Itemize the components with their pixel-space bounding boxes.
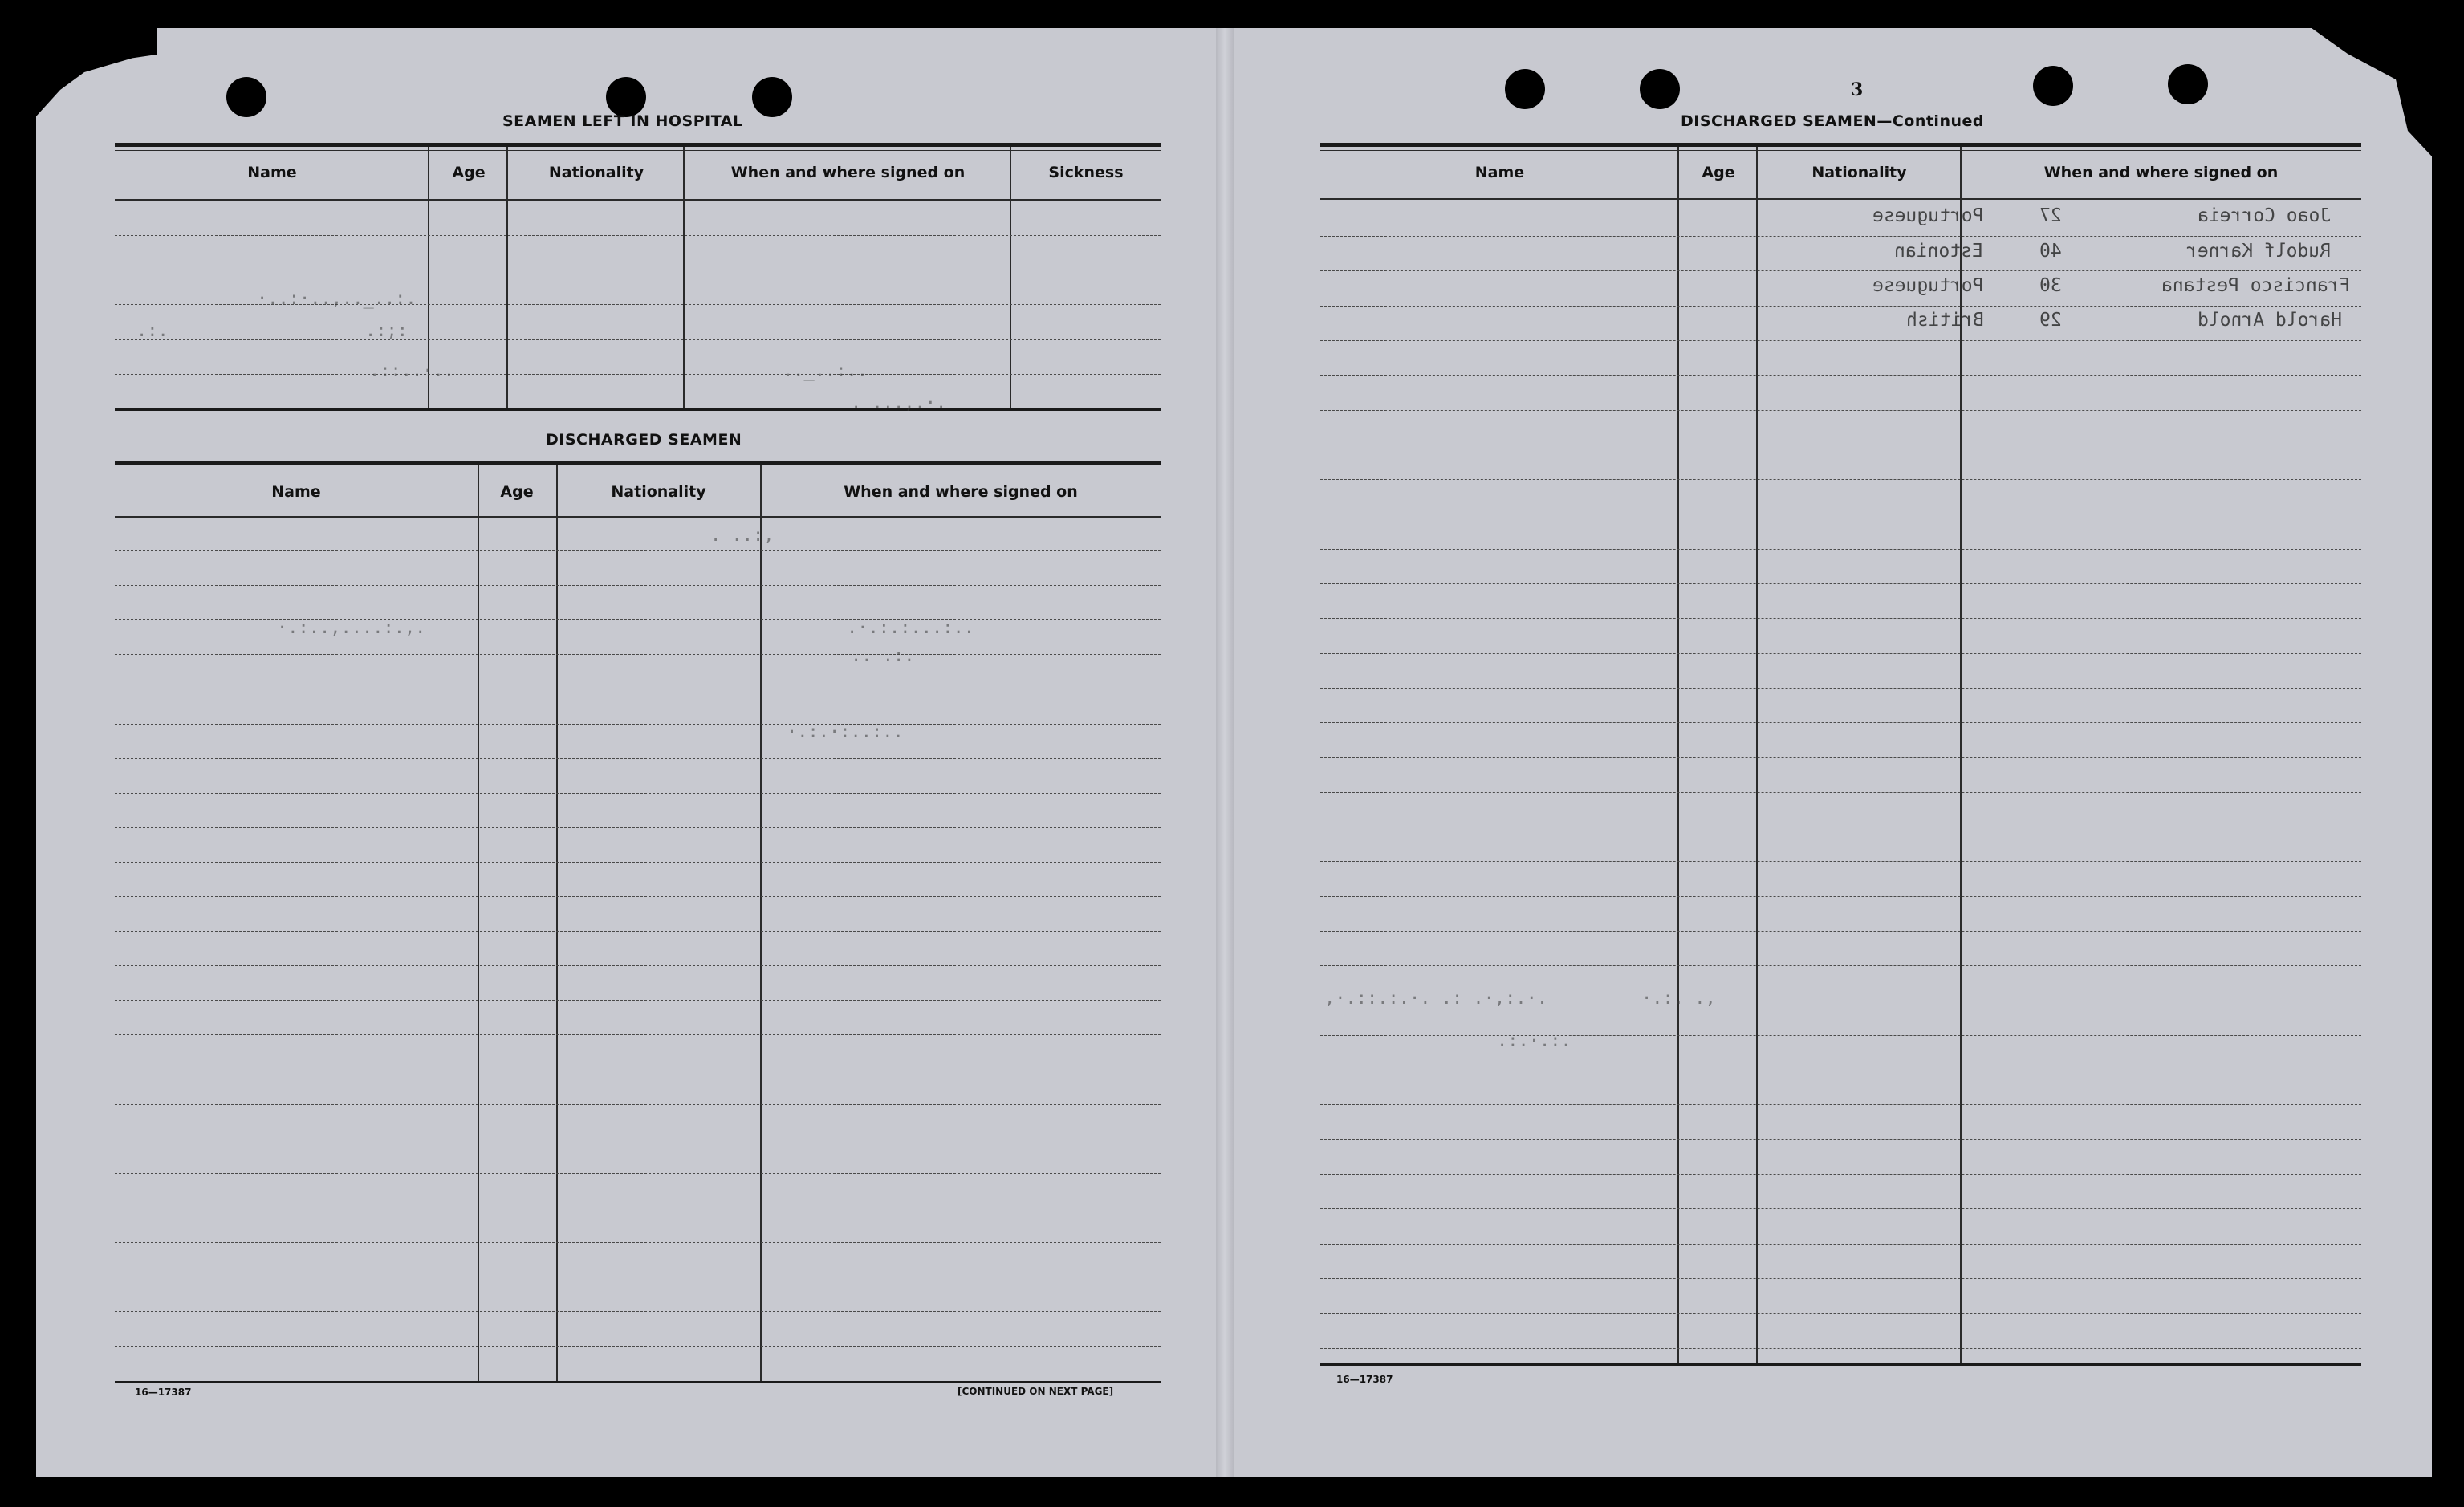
bleedthrough-mark: ·.:..,....:.,. — [277, 618, 426, 638]
row-line — [115, 585, 1161, 586]
row-line — [1320, 1313, 2361, 1314]
section-title-suffix: —Continued — [1876, 112, 1984, 130]
row-line — [1320, 1174, 2361, 1175]
column-header-age: Age — [500, 483, 534, 501]
row-line — [1320, 1348, 2361, 1349]
row-line — [115, 965, 1161, 966]
bleedthrough-mark: .:.·.:. — [1497, 1031, 1572, 1051]
bleedthrough-nationality: Portuguese — [1872, 275, 1984, 296]
bleedthrough-mark: ·..:·..,.._..:. — [257, 289, 417, 309]
row-line — [1320, 931, 2361, 932]
row-line — [115, 654, 1161, 655]
row-line — [1320, 1278, 2361, 1279]
bleedthrough-mark: ·.:.·:..:.. — [787, 722, 904, 742]
discharged-continued-title — [1681, 112, 1984, 130]
column-divider — [760, 465, 762, 1383]
punch-hole — [1505, 69, 1545, 109]
row-line — [115, 1242, 1161, 1243]
bleedthrough-mark: .:;: — [365, 321, 408, 341]
bleedthrough-mark: . ..:, — [710, 526, 775, 546]
punch-hole — [606, 77, 646, 117]
row-line — [1320, 1139, 2361, 1140]
column-divider — [556, 465, 558, 1383]
row-line — [1320, 688, 2361, 689]
bleedthrough-name: Francisco Pestana — [2161, 275, 2351, 296]
form-number: 16—17387 — [1336, 1374, 1393, 1385]
row-line — [115, 550, 1161, 551]
row-line — [1320, 1208, 2361, 1209]
page-gutter — [1216, 28, 1234, 1477]
bleedthrough-mark: ·.:. ., — [1641, 989, 1716, 1009]
bleedthrough-mark: .._..:.. — [783, 361, 868, 381]
row-line — [1320, 1104, 2361, 1105]
column-header-age: Age — [452, 164, 486, 181]
header-rule — [1320, 198, 2361, 200]
bleedthrough-name: Harold Arnold — [2198, 310, 2343, 331]
bleedthrough-nationality: British — [1906, 310, 1984, 331]
row-line — [1320, 1244, 2361, 1245]
row-line — [1320, 653, 2361, 654]
row-line — [1320, 618, 2361, 619]
column-header-signed-on: When and where signed on — [730, 164, 966, 181]
row-line — [115, 235, 1161, 236]
column-divider — [1010, 147, 1011, 408]
bleedthrough-mark: .·.:.:...:.. — [847, 618, 974, 638]
row-line — [115, 374, 1161, 375]
column-divider — [1756, 147, 1758, 1365]
form-number: 16—17387 — [135, 1387, 192, 1398]
row-line — [115, 339, 1161, 340]
bleedthrough-mark: ,·.::.:.·. .: .·,:.·. — [1324, 989, 1548, 1009]
row-line — [1320, 583, 2361, 584]
bleedthrough-mark: .. .:. — [851, 646, 915, 666]
column-header-name: Name — [247, 164, 297, 181]
row-line — [115, 1346, 1161, 1347]
table-bottom-rule — [115, 408, 1161, 411]
punch-hole — [226, 77, 266, 117]
column-divider — [683, 147, 685, 408]
row-line — [115, 827, 1161, 828]
row-line — [1320, 270, 2361, 271]
column-divider — [506, 147, 508, 408]
column-header-signed-on: When and where signed on — [2043, 164, 2279, 181]
bleedthrough-age: 27 — [2039, 205, 2062, 226]
row-line — [115, 896, 1161, 897]
punch-hole — [1640, 69, 1680, 109]
row-line — [115, 931, 1161, 932]
row-line — [1320, 757, 2361, 758]
header-rule — [115, 516, 1161, 518]
row-line — [115, 1034, 1161, 1035]
bleedthrough-mark: . ...,.·. — [851, 393, 947, 413]
column-divider — [478, 465, 479, 1383]
row-line — [115, 862, 1161, 863]
row-line — [1320, 1035, 2361, 1036]
row-line — [1320, 340, 2361, 341]
row-line — [115, 793, 1161, 794]
punch-hole — [2168, 64, 2208, 104]
row-line — [115, 1311, 1161, 1312]
section-title-main: DISCHARGED SEAMEN — [1681, 112, 1877, 130]
column-header-age: Age — [1702, 164, 1735, 181]
continued-note: [CONTINUED ON NEXT PAGE] — [958, 1386, 1114, 1397]
column-header-signed-on: When and where signed on — [844, 483, 1078, 501]
column-divider — [1677, 147, 1679, 1365]
row-line — [115, 1173, 1161, 1174]
bleedthrough-mark: .:. — [136, 321, 169, 341]
column-header-name: Name — [271, 483, 321, 501]
row-line — [115, 1000, 1161, 1001]
row-line — [1320, 236, 2361, 237]
row-line — [115, 724, 1161, 725]
hospital-section-title: SEAMEN LEFT IN HOSPITAL — [502, 112, 743, 130]
table-top-rule — [1320, 150, 2361, 151]
discharged-table — [115, 461, 1161, 1384]
row-line — [1320, 410, 2361, 411]
discharged-section-title: DISCHARGED SEAMEN — [546, 431, 742, 449]
bleedthrough-name: Rudolf Karner — [2186, 241, 2332, 262]
row-line — [1320, 306, 2361, 307]
column-header-sickness: Sickness — [1048, 164, 1124, 181]
row-line — [1320, 375, 2361, 376]
punch-hole — [2033, 66, 2073, 106]
page-number: 3 — [1851, 79, 1864, 100]
table-top-rule — [115, 150, 1161, 151]
column-header-name: Name — [1474, 164, 1525, 181]
row-line — [1320, 896, 2361, 897]
table-bottom-rule — [115, 1381, 1161, 1383]
row-line — [115, 1104, 1161, 1105]
bleedthrough-mark: .::..·.. — [369, 361, 454, 381]
bleedthrough-age: 29 — [2039, 310, 2062, 331]
bleedthrough-age: 40 — [2039, 241, 2062, 262]
row-line — [1320, 792, 2361, 793]
hospital-table — [115, 143, 1161, 412]
bleedthrough-nationality: Portuguese — [1872, 205, 1984, 226]
row-line — [115, 619, 1161, 620]
row-line — [1320, 965, 2361, 966]
row-line — [1320, 549, 2361, 550]
table-bottom-rule — [1320, 1363, 2361, 1366]
row-line — [1320, 722, 2361, 723]
bleedthrough-age: 30 — [2039, 275, 2062, 296]
row-line — [1320, 479, 2361, 480]
column-header-nationality: Nationality — [548, 164, 644, 181]
column-header-nationality: Nationality — [1811, 164, 1907, 181]
header-rule — [115, 199, 1161, 201]
row-line — [115, 758, 1161, 759]
row-line — [1320, 861, 2361, 862]
bleedthrough-nationality: Estonian — [1894, 241, 1983, 262]
bleedthrough-name: Joao Correia — [2198, 205, 2332, 226]
punch-hole — [752, 77, 792, 117]
column-header-nationality: Nationality — [611, 483, 706, 501]
